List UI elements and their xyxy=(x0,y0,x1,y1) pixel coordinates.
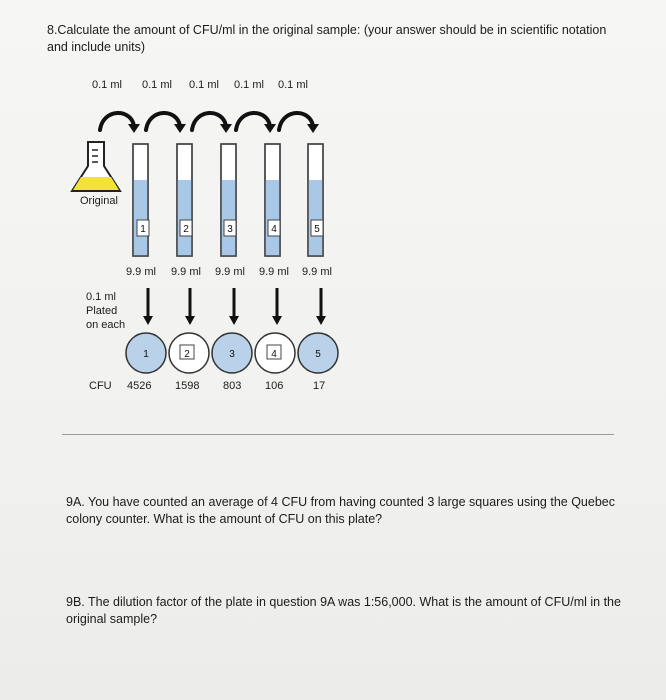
tube-number-2: 2 xyxy=(183,224,189,235)
tube-number-3: 3 xyxy=(227,224,233,235)
original-label: Original xyxy=(80,195,118,207)
plate-number-5: 5 xyxy=(315,349,321,360)
diluent-volume-3: 9.9 ml xyxy=(215,266,245,278)
plated-note-line-1: 0.1 ml xyxy=(86,291,116,303)
plate-number-2: 2 xyxy=(184,349,190,360)
test-tube-3 xyxy=(221,144,236,256)
section-divider xyxy=(62,434,614,435)
diluent-volume-2: 9.9 ml xyxy=(171,266,201,278)
question-9b-text: 9B. The dilution factor of the plate in question 9A was 1:56,000. What is the amount of CFU/ml in the original sample? xyxy=(66,595,621,626)
plated-note xyxy=(86,290,125,332)
cfu-count-4: 106 xyxy=(265,380,284,392)
plated-note-line-3: on each xyxy=(86,319,126,331)
test-tube-5 xyxy=(308,144,323,256)
tube-number-1: 1 xyxy=(140,224,146,235)
cfu-count-1: 4526 xyxy=(127,380,152,392)
diluent-volume-4: 9.9 ml xyxy=(259,266,289,278)
test-tube-2 xyxy=(177,144,192,256)
tube-number-4: 4 xyxy=(271,224,277,235)
transfer-volume-1: 0.1 ml xyxy=(92,79,122,91)
transfer-arrow-5 xyxy=(279,113,313,130)
transfer-volume-2: 0.1 ml xyxy=(142,79,172,91)
transfer-volume-4: 0.1 ml xyxy=(234,79,264,91)
transfer-volume-3: 0.1 ml xyxy=(189,79,219,91)
cfu-count-5: 17 xyxy=(313,380,326,392)
tube-number-5: 5 xyxy=(314,224,320,235)
cfu-count-3: 803 xyxy=(223,380,242,392)
test-tube-1 xyxy=(133,144,148,256)
transfer-volume-5: 0.1 ml xyxy=(278,79,308,91)
plated-note-line-2: Plated xyxy=(86,305,118,317)
test-tube-4 xyxy=(265,144,280,256)
cfu-label: CFU xyxy=(89,380,112,392)
transfer-arrow-3 xyxy=(192,113,226,130)
cfu-count-2: 1598 xyxy=(175,380,200,392)
plate-number-1: 1 xyxy=(143,349,149,360)
flask-icon xyxy=(72,142,120,191)
transfer-arrow-2 xyxy=(146,113,180,130)
diluent-volume-1: 9.9 ml xyxy=(126,266,156,278)
plate-number-3: 3 xyxy=(229,349,235,360)
transfer-arrow-4 xyxy=(236,113,270,130)
question-9a-text: 9A. You have counted an average of 4 CFU from having counted 3 large squares using the Quebec colony counter. What is the amount of CFU on this plate? xyxy=(66,495,615,526)
plate-number-4: 4 xyxy=(271,349,277,360)
question-8-text: 8.Calculate the amount of CFU/ml in the original sample: (your answer should be in scientific notation and include units) xyxy=(47,23,607,54)
diluent-volume-5: 9.9 ml xyxy=(302,266,332,278)
transfer-arrow-1 xyxy=(100,113,134,130)
